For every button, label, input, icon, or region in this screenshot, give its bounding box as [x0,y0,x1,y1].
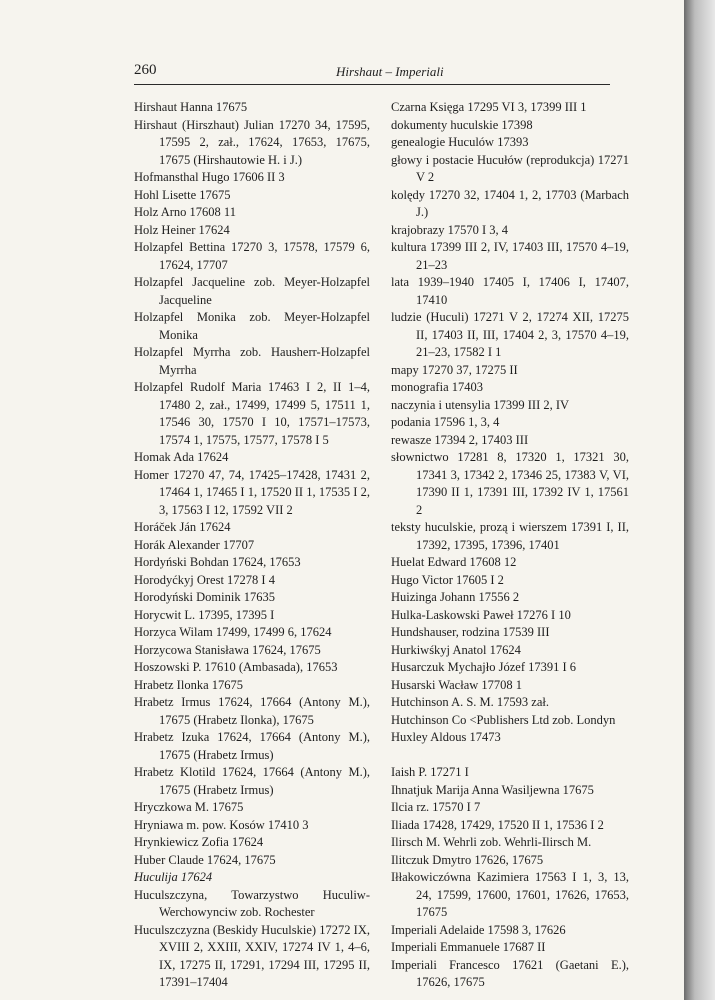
index-entry: Horzycowa Stanisława 17624, 17675 [134,642,321,657]
index-entry: Iłłakowiczówna Kazimiera 17563 I 1, 3, 13, 24, 17599, 17600, 17601, 17626, 17653, 17675 [391,870,629,919]
index-entry: Hofmansthal Hugo 17606 II 3 [134,170,285,184]
index-entry: Holzapfel Rudolf Maria 17463 I 2, II 1–4, 17480 2, zał., 17499, 17499 5, 17511 1, 17546 30, 17570 I 10, 17571–17573, 17574 1, 17575, 17577, 17578 I 5 [134,380,370,447]
index-subentry: ludzie (Huculi) 17271 V 2, 17274 XII, 17275 II, 17403 II, III, 17404 2, 3, 17570 4–19, 21–23, 17582 I 1 [391,310,629,359]
index-entry: Hrabetz Ilonka 17675 [134,677,243,692]
index-entry: Ilirsch M. Wehrli zob. Wehrli-Ilirsch M. [391,835,592,849]
section-gap [391,747,629,765]
index-entry: Horodyński Dominik 17635 [134,590,275,604]
index-subentry: kolędy 17270 32, 17404 1, 2, 17703 (Marbach J.) [391,187,629,219]
index-entry: Imperiali Emmanuele 17687 II [391,940,546,954]
index-entry: Imperiali Francesco 17621 (Gaetani E.), 17626, 17675 [391,957,629,989]
index-subentry: głowy i postacie Hucułów (reprodukcja) 17271 V 2 [391,152,629,184]
index-subentry: mapy 17270 37, 17275 II [391,362,518,377]
index-entry: Horycwit L. 17395, 17395 I [134,607,275,622]
index-entry: Iliada 17428, 17429, 17520 II 1, 17536 I 2 [391,817,604,832]
index-column-right [391,99,629,992]
index-entry: Husarski Wacław 17708 1 [391,677,523,692]
index-entry: Huculszczyna, Towarzystwo Huculiw-Werchowynciw zob. Rochester [134,887,370,919]
index-entry: Hugo Victor 17605 I 2 [391,572,504,587]
index-entry: Holzapfel Myrrha zob. Hausherr-Holzapfel Myrrha [134,345,370,377]
index-column-left [134,99,370,992]
index-entry: Hundshauser, rodzina 17539 III [391,625,550,639]
index-entry: Hirshaut (Hirszhaut) Julian 17270 34, 17595, 17595 2, zał., 17624, 17653, 17675, 17675 (Hirshautowie H. i J.) [134,117,370,167]
index-subentry: dokumenty huculskie 17398 [391,117,533,132]
index-entry: Holzapfel Jacqueline zob. Meyer-Holzapfel Jacqueline [134,275,370,307]
index-entry: Hirshaut Hanna 17675 [134,100,248,114]
index-subentry: naczynia i utensylia 17399 III 2, IV [391,397,570,412]
index-subentry: teksty huculskie, prozą i wierszem 17391 I, II, 17392, 17395, 17396, 17401 [391,520,629,552]
index-entry: Huxley Aldous 17473 [391,730,501,744]
index-entry: Huizinga Johann 17556 2 [391,590,520,604]
index-entry: Hutchinson Co <Publishers Ltd zob. Londyn [391,712,616,727]
index-entry: Holzapfel Monika zob. Meyer-Holzapfel Monika [134,310,370,342]
index-entry: Hrabetz Irmus 17624, 17664 (Antony M.), 17675 (Hrabetz Ilonka), 17675 [134,695,370,727]
index-entry: Hrynkiewicz Zofia 17624 [134,835,264,849]
index-entry: Huculszczyzna (Beskidy Huculskie) 17272 IX, XVIII 2, XXIII, XXIV, 17274 IV 1, 4–6, IX, 17275 II, 17291, 17294 III, 17295 II, 17391–17404 [134,922,370,989]
index-subentry: Czarna Księga 17295 VI 3, 17399 III 1 [391,100,587,114]
index-entry: Holzapfel Bettina 17270 3, 17578, 17579 6, 17624, 17707 [134,240,370,272]
index-entry: Hutchinson A. S. M. 17593 zał. [391,695,549,709]
index-entry: Imperiali Adelaide 17598 3, 17626 [391,922,566,937]
index-entry: Horodyćkyj Orest 17278 I 4 [134,572,275,587]
index-entry: Ilitczuk Dmytro 17626, 17675 [391,852,544,867]
index-entry: Huculija 17624 [134,870,213,884]
index-subentry: rewasze 17394 2, 17403 III [391,432,529,447]
index-entry: Holz Arno 17608 11 [134,205,236,219]
index-entry: Horák Alexander 17707 [134,537,255,552]
index-entry: Hulka-Laskowski Paweł 17276 I 10 [391,607,571,622]
index-entry: Hordyński Bohdan 17624, 17653 [134,555,301,569]
index-entry: Hohl Lisette 17675 [134,187,231,202]
index-entry: Horáček Ján 17624 [134,520,231,534]
page-header [134,60,610,85]
index-entry: Ilcia rz. 17570 I 7 [391,800,481,814]
index-entry: Huber Claude 17624, 17675 [134,852,276,867]
index-entry: Horzyca Wilam 17499, 17499 6, 17624 [134,625,332,639]
index-entry: Husarczuk Mychajło Józef 17391 I 6 [391,660,577,674]
index-entry: Ihnatjuk Marija Anna Wasiljewna 17675 [391,782,594,797]
index-entry: Holz Heiner 17624 [134,222,230,237]
page-number: 260 [134,62,157,78]
index-entry: Homak Ada 17624 [134,450,229,464]
index-subentry: krajobrazy 17570 I 3, 4 [391,222,508,237]
index-entry: Iaish P. 17271 I [391,765,469,779]
index-subentry: kultura 17399 III 2, IV, 17403 III, 17570 4–19, 21–23 [391,240,629,272]
index-entry: Huelat Edward 17608 12 [391,555,517,569]
book-edge [684,0,715,1000]
index-entry: Hoszowski P. 17610 (Ambasada), 17653 [134,660,338,674]
running-head: Hirshaut – Imperiali [336,64,444,79]
index-subentry: genealogie Huculów 17393 [391,135,529,149]
index-entry: Hryczkowa M. 17675 [134,800,244,814]
index-entry: Hryniawa m. pow. Kosów 17410 3 [134,817,309,832]
index-subentry: lata 1939–1940 17405 I, 17406 I, 17407, 17410 [391,275,629,307]
index-entry: Homer 17270 47, 74, 17425–17428, 17431 2, 17464 1, 17465 I 1, 17520 II 1, 17535 I 2, 3, 17563 I 12, 17592 VII 2 [134,467,370,517]
index-entry: Hurkiwśkyj Anatol 17624 [391,642,521,657]
index-entry: Hrabetz Klotild 17624, 17664 (Antony M.), 17675 (Hrabetz Irmus) [134,765,370,797]
index-subentry: słownictwo 17281 8, 17320 1, 17321 30, 17341 3, 17342 2, 17346 25, 17383 V, VI, 17390 II 1, 17391 III, 17392 IV 1, 17561 2 [391,450,629,517]
index-subentry: podania 17596 1, 3, 4 [391,415,500,429]
index-subentry: monografia 17403 [391,380,483,394]
index-entry: Hrabetz Izuka 17624, 17664 (Antony M.), 17675 (Hrabetz Irmus) [134,730,370,762]
